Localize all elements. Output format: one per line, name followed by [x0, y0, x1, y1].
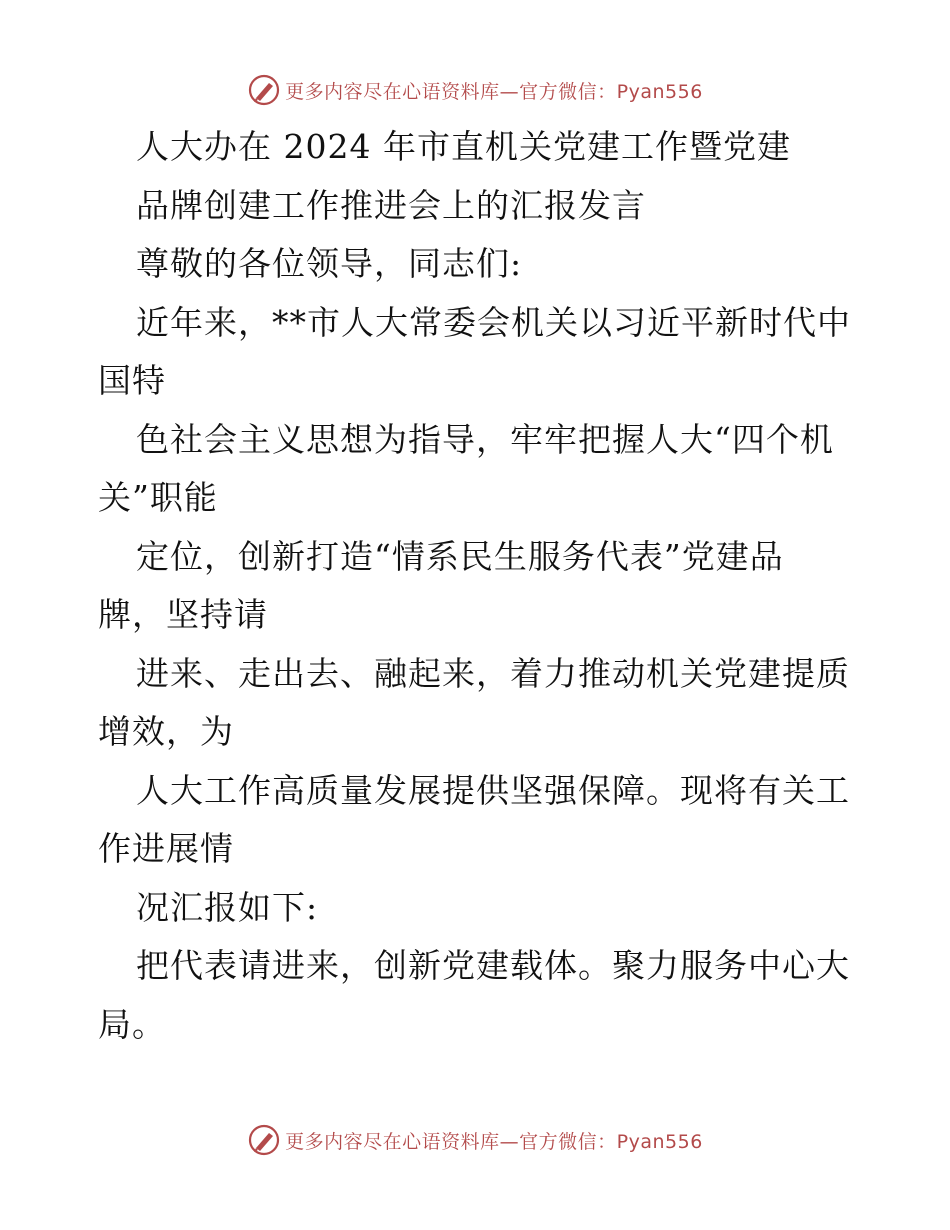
watermark-text: 更多内容尽在心语资料库—官方微信：Pyan556	[285, 80, 703, 103]
text-line: 国特	[98, 361, 166, 400]
text-line: 作进展情	[98, 829, 234, 868]
text-line: 近年来，**市人大常委会机关以习近平新时代中	[136, 302, 851, 342]
text-line: 牌，坚持请	[98, 595, 268, 634]
text-line: 人大办在 2024 年市直机关党建工作暨党建	[136, 127, 791, 166]
text-line: 增效，为	[98, 712, 234, 751]
text-line: 色社会主义思想为指导，牢牢把握人大“四个机	[136, 419, 834, 459]
pen-logo-icon	[247, 1123, 281, 1157]
text-line: 定位，创新打造“情系民生服务代表”党建品	[136, 536, 784, 576]
text-line: 况汇报如下:	[136, 887, 319, 927]
header-watermark	[0, 70, 950, 110]
text-line: 关”职能	[98, 478, 218, 517]
text-line: 尊敬的各位领导，同志们:	[136, 244, 523, 283]
text-line: 进来、走出去、融起来，着力推动机关党建提质	[136, 653, 850, 693]
text-line: 品牌创建工作推进会上的汇报发言	[136, 185, 646, 225]
watermark-text: 更多内容尽在心语资料库—官方微信：Pyan556	[285, 1130, 703, 1153]
text-line: 人大工作高质量发展提供坚强保障。现将有关工	[136, 770, 850, 810]
document-body	[98, 118, 858, 1054]
text-line: 局。	[98, 1004, 166, 1044]
text-line: 把代表请进来，创新党建载体。聚力服务中心大	[136, 946, 850, 985]
footer-watermark	[0, 1120, 950, 1160]
pen-logo-icon	[247, 73, 281, 107]
